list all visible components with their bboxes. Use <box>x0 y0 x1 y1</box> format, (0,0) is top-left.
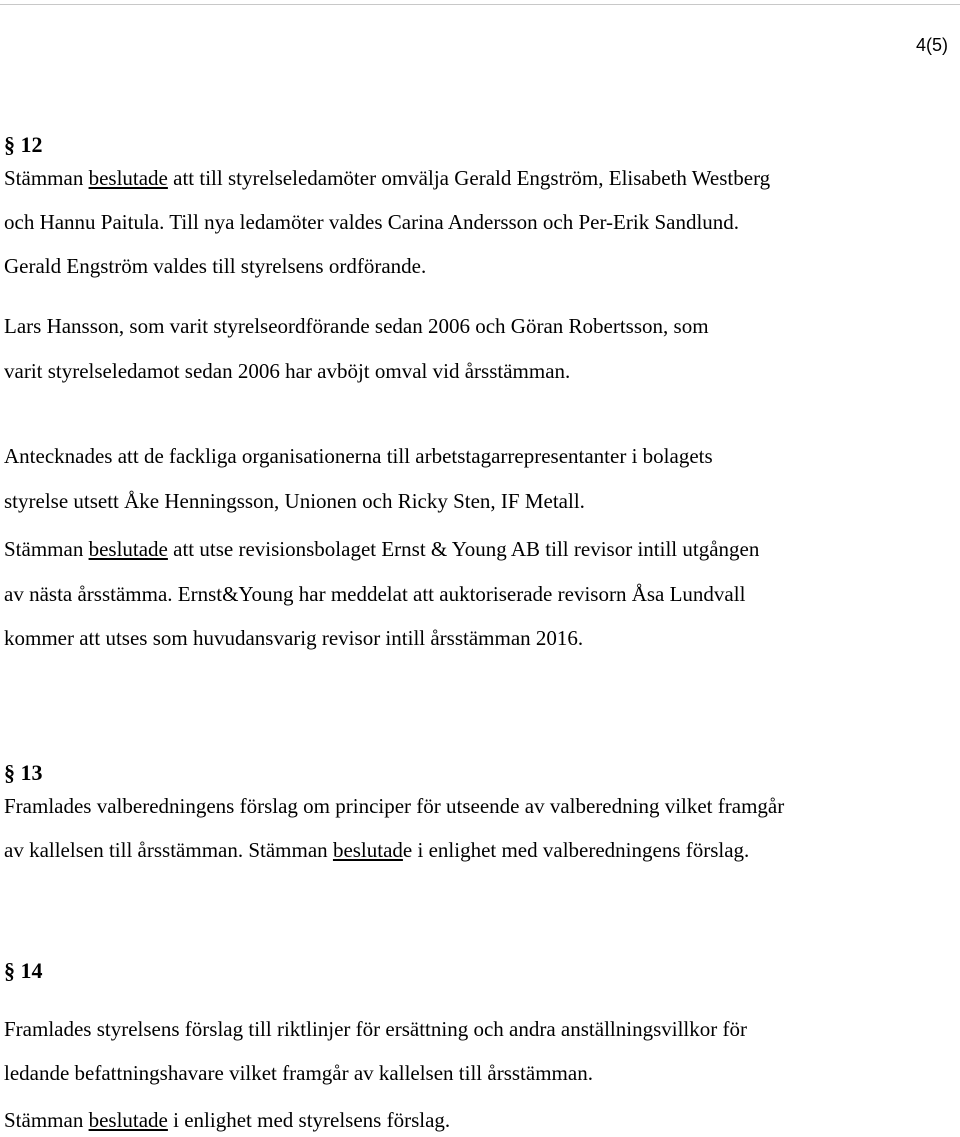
underlined-word: beslutad <box>332 838 403 862</box>
top-rule <box>0 4 960 5</box>
text-run: Stämman <box>4 537 89 561</box>
paragraph-line: styrelse utsett Åke Henningsson, Unionen och Ricky Sten, IF Metall. <box>4 489 585 513</box>
paragraph-line: Framlades styrelsens förslag till riktlinjer för ersättning och andra anställningsvillkor för <box>4 1017 747 1041</box>
paragraph-line: kommer att utses som huvudansvarig revisor intill årsstämman 2016. <box>4 626 584 650</box>
paragraph-line: Gerald Engström valdes till styrelsens ordförande. <box>4 254 427 278</box>
section-heading-14: § 14 <box>4 958 43 983</box>
paragraph-line: av nästa årsstämma. Ernst&Young har meddelat att auktoriserade revisorn Åsa Lundvall <box>4 582 746 606</box>
text-run: Stämman <box>4 166 89 190</box>
page-number: 4(5) <box>915 35 948 55</box>
paragraph-line: och Hannu Paitula. Till nya ledamöter valdes Carina Andersson och Per-Erik Sandlund. <box>4 210 740 234</box>
text-run: att till styrelseledamöter omvälja Gerald Engström, Elisabeth Westberg <box>167 166 771 190</box>
text-run: att utse revisionsbolaget Ernst & Young AB till revisor intill utgången <box>167 537 760 561</box>
text-run: Stämman <box>4 1108 89 1132</box>
paragraph-line <box>4 539 759 560</box>
paragraph-line: Framlades valberedningens förslag om principer för utseende av valberedning vilket framgår <box>4 794 785 818</box>
underlined-word: beslutade <box>88 166 168 190</box>
paragraph-line: ledande befattningshavare vilket framgår av kallelsen till årsstämman. <box>4 1061 593 1085</box>
text-run: i enlighet med styrelsens förslag. <box>167 1108 451 1132</box>
section-heading-12: § 12 <box>4 132 43 157</box>
section-heading-13: § 13 <box>4 760 43 785</box>
paragraph-line: varit styrelseledamot sedan 2006 har avböjt omval vid årsstämman. <box>4 359 571 383</box>
text-run: av kallelsen till årsstämman. Stämman <box>4 838 333 862</box>
underlined-word: beslutade <box>88 1108 168 1132</box>
underlined-word: beslutade <box>88 537 168 561</box>
paragraph-line <box>4 1110 450 1131</box>
paragraph-line: Lars Hansson, som varit styrelseordförande sedan 2006 och Göran Robertsson, som <box>4 314 709 338</box>
text-run: e i enlighet med valberedningens förslag. <box>402 838 750 862</box>
paragraph-line <box>4 168 770 189</box>
paragraph-line: Antecknades att de fackliga organisationerna till arbetstagarrepresentanter i bolagets <box>4 444 713 468</box>
paragraph-line <box>4 840 749 861</box>
